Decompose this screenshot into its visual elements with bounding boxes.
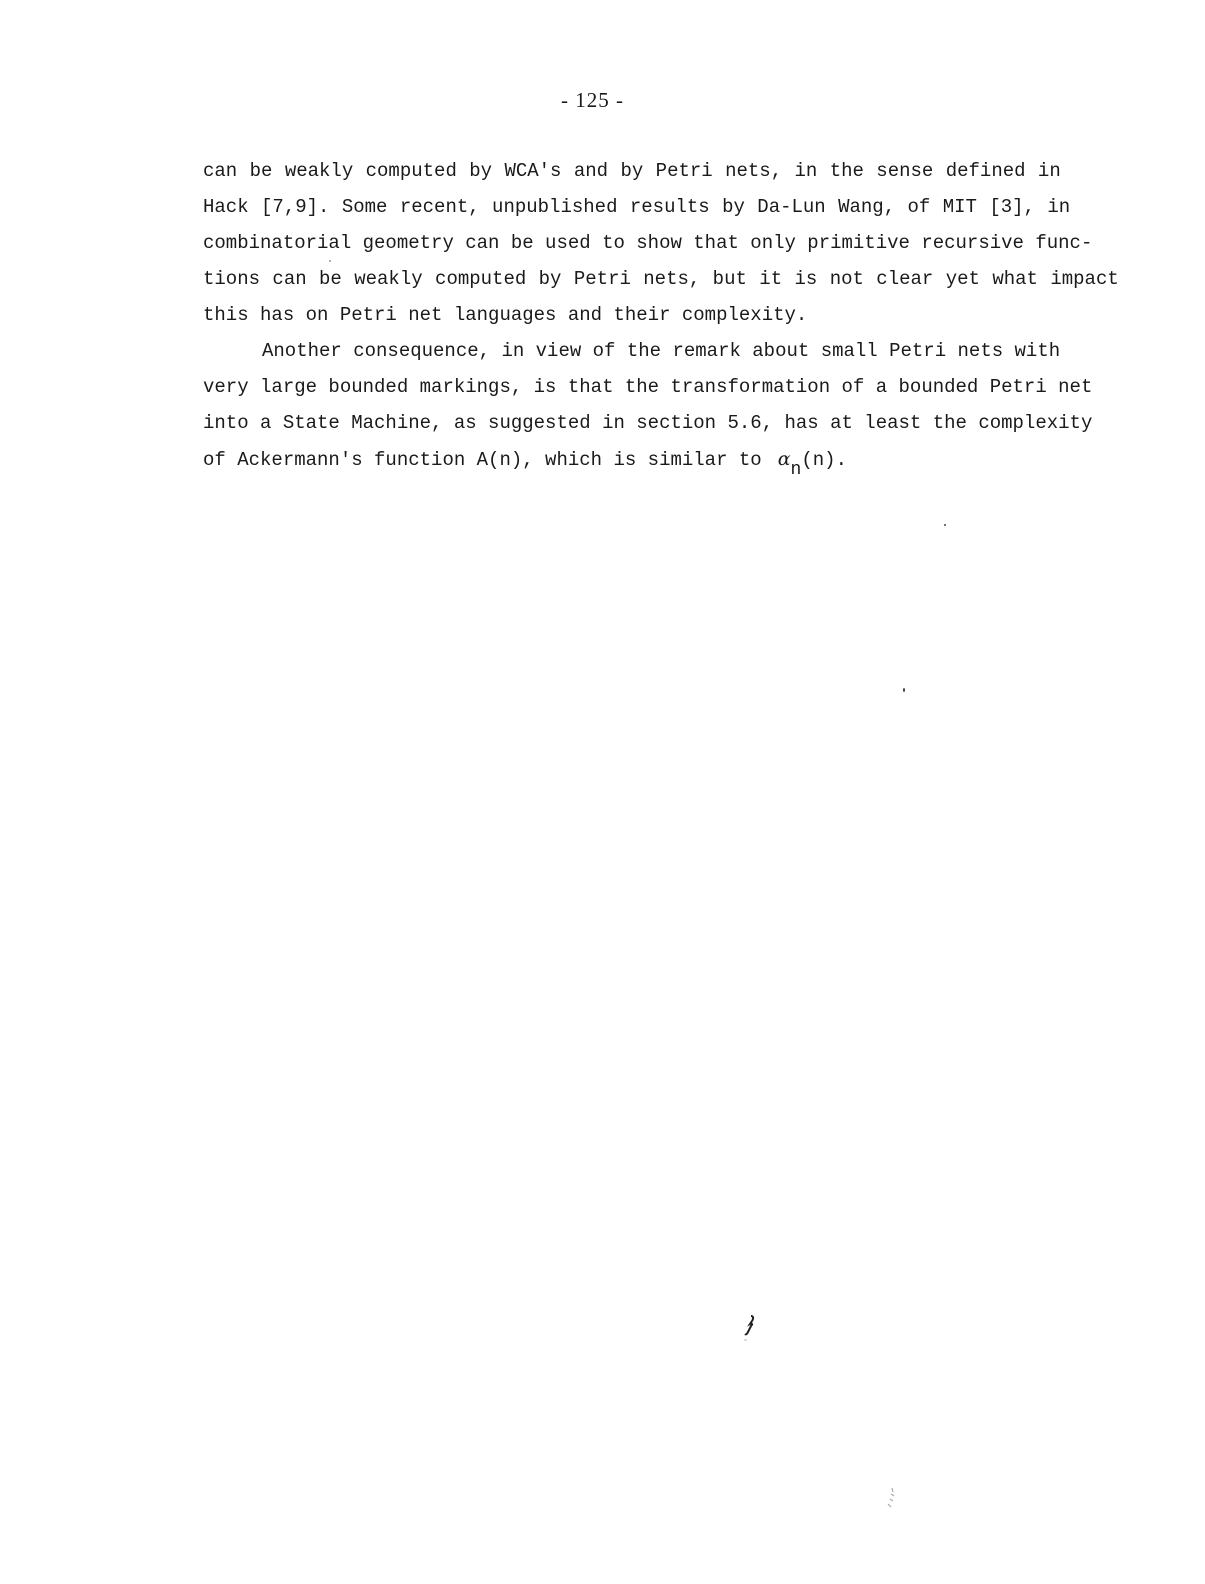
alpha-symbol: α: [777, 448, 791, 470]
page-number: - 125 -: [561, 88, 624, 112]
text-line-7: very large bounded markings, is that the transformation of a bounded Petri net: [203, 376, 1093, 398]
faint-ink-mark: [884, 1486, 898, 1510]
text-line-2: Hack [7,9]. Some recent, unpublished results by Da-Lun Wang, of MIT [3], in: [203, 196, 1071, 218]
last-line-end: (n).: [801, 449, 847, 471]
ink-mark: [742, 1314, 756, 1342]
text-line-9: [203, 447, 847, 480]
paragraph-2-first-line: Another consequence, in view of the remark about small Petri nets with: [262, 340, 1061, 362]
scan-speck: [944, 524, 946, 526]
text-line-3: combinatorial geometry can be used to show that only primitive recursive func-: [203, 232, 1093, 254]
scan-speck: [903, 688, 905, 692]
text-line-8: into a State Machine, as suggested in section 5.6, has at least the complexity: [203, 412, 1093, 434]
scan-speck: [329, 260, 331, 262]
text-line-5: this has on Petri net languages and their complexity.: [203, 304, 808, 326]
text-line-4: tions can be weakly computed by Petri nets, but it is not clear yet what impact: [203, 268, 1119, 290]
last-line-text: of Ackermann's function A(n), which is similar to: [203, 449, 762, 471]
alpha-subscript: n: [790, 460, 802, 480]
text-line-1: can be weakly computed by WCA's and by Petri nets, in the sense defined in: [203, 160, 1061, 182]
